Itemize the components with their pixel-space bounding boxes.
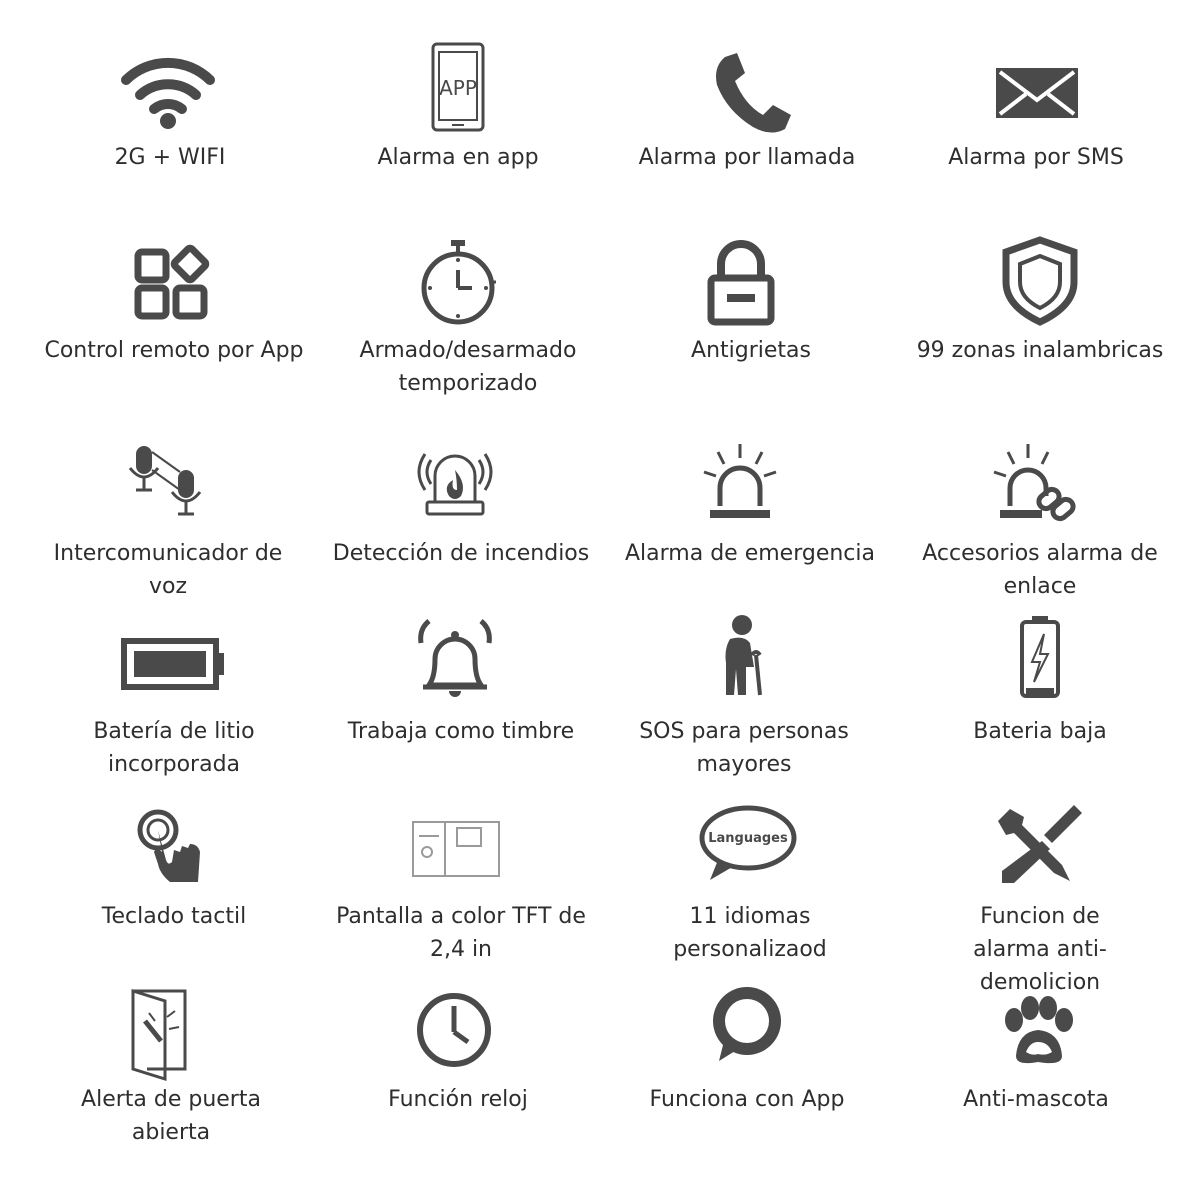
fire-alarm-icon xyxy=(395,440,515,540)
feature-label: Control remoto por App xyxy=(44,338,304,363)
siren-icon xyxy=(680,440,800,540)
feature-label: 11 idiomas personalizaod xyxy=(673,904,827,962)
feature-label: Antigrietas xyxy=(691,338,811,363)
feature-label: Armado/desarmado temporizado xyxy=(359,338,577,396)
envelope-icon xyxy=(976,50,1096,150)
paw-icon xyxy=(976,990,1096,1090)
bell-icon xyxy=(395,615,515,715)
feature-label: Teclado tactil xyxy=(101,904,247,929)
svg-text:APP: APP xyxy=(439,76,477,100)
app-grid-icon xyxy=(112,240,232,340)
svg-text:Languages: Languages xyxy=(708,831,788,846)
languages-bubble-icon xyxy=(688,800,808,900)
clock-icon xyxy=(394,980,514,1080)
feature-label: Alerta de puerta abierta xyxy=(81,1087,261,1145)
elderly-person-icon xyxy=(684,605,804,705)
feature-label: Alarma por SMS xyxy=(948,145,1124,170)
feature-label: Alarma en app xyxy=(377,145,539,170)
siren-link-icon xyxy=(976,440,1096,540)
low-battery-icon xyxy=(980,610,1100,710)
app-phone-icon xyxy=(398,40,518,140)
feature-label: SOS para personas mayores xyxy=(639,719,849,777)
feature-label: Pantalla a color TFT de 2,4 in xyxy=(336,904,586,962)
feature-label: 99 zonas inalambricas xyxy=(916,338,1164,363)
feature-label: Intercomunicador de voz xyxy=(53,541,283,599)
feature-label: Trabaja como timbre xyxy=(347,719,575,744)
alexa-ring-icon xyxy=(687,975,807,1075)
feature-label: Funciona con App xyxy=(649,1087,845,1112)
feature-label: Bateria baja xyxy=(973,719,1107,744)
feature-label: Alarma de emergencia xyxy=(625,541,875,566)
shield-icon xyxy=(980,236,1100,336)
stopwatch-icon xyxy=(398,238,518,338)
feature-label: Batería de litio incorporada xyxy=(93,719,255,777)
feature-label: Accesorios alarma de enlace xyxy=(922,541,1158,599)
feature-label: 2G + WIFI xyxy=(114,145,226,170)
feature-label: Detección de incendios xyxy=(332,541,590,566)
feature-label: Funcion de alarma anti-demolicion xyxy=(973,904,1107,995)
battery-icon xyxy=(114,615,234,715)
door-open-icon xyxy=(105,985,225,1085)
wifi-icon xyxy=(108,45,228,145)
feature-label: Alarma por llamada xyxy=(638,145,856,170)
tft-screen-icon xyxy=(401,800,521,900)
feature-label: Función reloj xyxy=(388,1087,528,1112)
phone-handset-icon xyxy=(687,45,807,145)
tools-icon xyxy=(980,795,1100,895)
intercom-microphones-icon xyxy=(98,440,218,540)
touch-hand-icon xyxy=(114,800,234,900)
feature-label: Anti-mascota xyxy=(963,1087,1109,1112)
padlock-icon xyxy=(681,238,801,338)
